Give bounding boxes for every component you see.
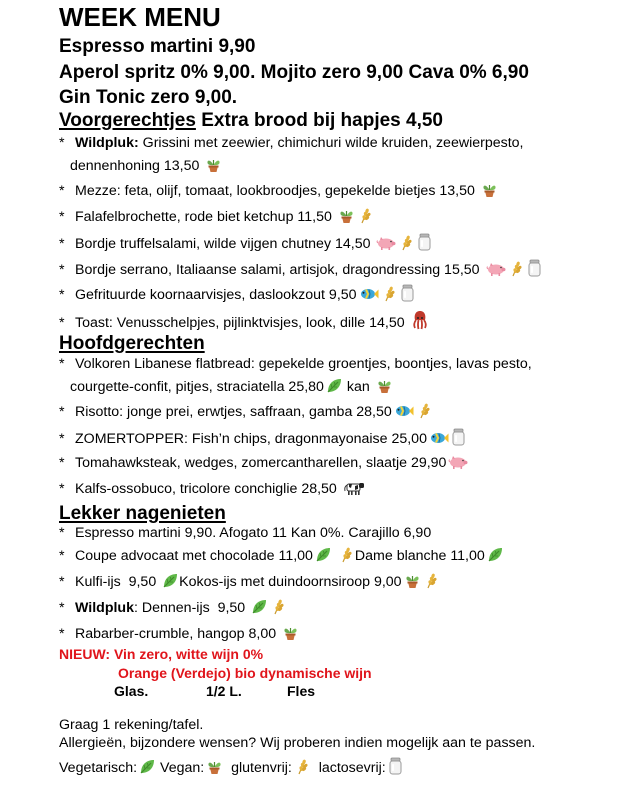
wheat-icon [294, 758, 311, 779]
extra-brood-note: Extra brood bij hapjes 4,50 [195, 110, 443, 131]
leaf-icon [162, 572, 179, 594]
item-text: Volkoren Libanese flatbread: gepekelde groentjes, boontjes, lavas pesto, [75, 356, 532, 372]
section-heading: Voorgerechtjes [59, 110, 196, 131]
footer-one-bill: Graag 1 rekening/tafel. [59, 717, 204, 733]
drink-line-1: Espresso martini 9,90 [59, 36, 256, 57]
list-item: * Rabarber-crumble, hangop 8,00 [59, 624, 299, 646]
wine-half-liter-label: 1/2 L. [206, 683, 242, 699]
jar-icon [451, 428, 466, 451]
item-text: ZOMERTOPPER: Fish’n chips, dragonmayonaise 25,00 [75, 431, 427, 447]
list-item: * Bordje serrano, Italiaanse salami, artisjok, dragondressing 15,50 [59, 259, 542, 282]
item-text: Kalfs-ossobuco, tricolore conchiglie 28,50 [75, 481, 341, 497]
leaf-icon [487, 546, 504, 568]
section-nagenieten [59, 503, 226, 525]
item-text: Mezze: feta, olijf, tomaat, lookbroodjes, gepekelde bietjes 13,50 [75, 183, 475, 199]
vegan-icon [481, 181, 498, 203]
item-text: courgette-confit, pitjes, straciatella 25,80 [70, 379, 324, 395]
section-heading: Lekker nagenieten [59, 503, 226, 524]
item-text: Risotto: jonge prei, erwtjes, saffraan, gamba 28,50 [75, 404, 392, 420]
list-item: * Kalfs-ossobuco, tricolore conchiglie 28,50 [59, 480, 365, 501]
list-item: * Falafelbrochette, rode biet ketchup 11,50 [59, 207, 374, 229]
leaf-icon [251, 598, 268, 620]
menu-title: WEEK MENU [59, 2, 221, 32]
item-text: Kulfi-ijs 9,50 [75, 574, 161, 590]
pig-icon [486, 261, 506, 282]
item-text: Rabarber-crumble, hangop 8,00 [75, 626, 281, 642]
item-text: Bordje truffelsalami, wilde vijgen chutney 14,50 [75, 236, 371, 252]
list-item: * Mezze: feta, olijf, tomaat, lookbroodjes, gepekelde bietjes 13,50 [59, 181, 498, 203]
item-text: Coupe advocaat met chocolade 11,00 [75, 548, 313, 564]
vegan-icon [404, 572, 421, 594]
item-bold-label: Wildpluk: [75, 135, 139, 151]
wheat-icon [423, 572, 440, 594]
item-text: Espresso martini 9,90. Afogato 11 Kan 0%. Carajillo 6,90 [75, 525, 432, 541]
list-item: * Bordje truffelsalami, wilde vijgen chutney 14,50 [59, 233, 432, 256]
section-hoofdgerechten [59, 333, 205, 355]
list-item: * ZOMERTOPPER: Fish’n chips, dragonmayonaise 25,00 [59, 428, 466, 451]
footer-allergies: Allergieën, bijzondere wensen? Wij proberen indien mogelijk aan te passen. [59, 735, 536, 751]
legend-label: Vegetarisch: [59, 760, 138, 776]
wheat-icon [398, 234, 415, 256]
item-text: Gefrituurde koornaarvisjes, daslookzout 9,50 [75, 287, 357, 303]
list-item: * Volkoren Libanese flatbread: gepekelde groentjes, boontjes, lavas pesto, courgette-confit, pitjes, straciatella 25,80 kan [59, 355, 532, 399]
leaf-icon [326, 377, 343, 399]
item-text: : Dennen-ijs 9,50 [133, 600, 250, 616]
cow-icon [343, 480, 365, 501]
leaf-icon [315, 546, 332, 568]
legend-label: lactosevrij: [310, 760, 386, 776]
vegan-icon [206, 758, 223, 779]
list-item: * Tomahawksteak, wedges, zomercantharellen, slaatje 29,90 [59, 454, 468, 475]
list-item: * Gefrituurde koornaarvisjes, daslookzout 9,50 [59, 284, 415, 307]
drink-line-3: Gin Tonic zero 9,00. [59, 87, 238, 108]
list-item: * Risotto: jonge prei, erwtjes, saffraan, gamba 28,50 [59, 402, 433, 424]
orange-wine-line: Orange (Verdejo) bio dynamische wijn [118, 665, 372, 681]
legend-label: glutenvrij: [223, 760, 292, 776]
jar-icon [388, 757, 403, 779]
vegan-icon [282, 624, 299, 646]
list-item: * Wildpluk: Grissini met zeewier, chimichuri wilde kruiden, zeewierpesto, dennenhoning 13,50 [59, 134, 524, 178]
section-heading: Hoofdgerechten [59, 333, 205, 354]
jar-icon [400, 284, 415, 307]
pig-icon [448, 454, 468, 475]
item-text: Bordje serrano, Italiaanse salami, artisjok, dragondressing 15,50 [75, 262, 480, 278]
item-text: Toast: Venusschelpjes, pijlinktvisjes, look, dille 14,50 [75, 315, 405, 331]
wheat-icon [270, 598, 287, 620]
leaf-icon [139, 758, 156, 779]
section-voorgerechtjes [59, 110, 443, 132]
wheat-icon [357, 207, 374, 229]
jar-icon [527, 259, 542, 282]
fish-icon [394, 403, 414, 424]
list-item: * Kulfi-ijs 9,50 Kokos-ijs met duindoornsiroop 9,00 [59, 572, 440, 594]
list-item: * Espresso martini 9,90. Afogato 11 Kan 0%. Carajillo 6,90 [59, 525, 432, 541]
item-text: dennenhoning 13,50 [70, 158, 200, 174]
item-text: Dame blanche 11,00 [354, 548, 485, 564]
item-text: Grissini met zeewier, chimichuri wilde kruiden, zeewierpesto, [138, 135, 524, 151]
item-text: Tomahawksteak, wedges, zomercantharellen, slaatje 29,90 [75, 455, 447, 471]
footer-legend [59, 757, 403, 779]
legend-label: Vegan: [156, 760, 205, 776]
item-text: kan [342, 379, 374, 395]
item-text: Falafelbrochette, rode biet ketchup 11,50 [75, 209, 332, 225]
item-bold-label: Wildpluk [75, 600, 134, 616]
nieuw-wine-line: NIEUW: Vin zero, witte wijn 0% [59, 646, 264, 662]
fish-icon [429, 430, 449, 451]
vegan-icon [205, 156, 222, 178]
list-item: * Toast: Venusschelpjes, pijlinktvisjes, look, dille 14,50 [59, 310, 429, 335]
wheat-icon [381, 285, 398, 307]
squid-icon [411, 310, 429, 335]
vegan-icon [338, 207, 355, 229]
list-item: * Wildpluk: Dennen-ijs 9,50 [59, 598, 287, 620]
wheat-icon [338, 546, 355, 568]
wheat-icon [416, 402, 433, 424]
jar-icon [417, 233, 432, 256]
wine-fles-label: Fles [287, 683, 316, 699]
drink-line-2: Aperol spritz 0% 9,00. Mojito zero 9,00 Cava 0% 6,90 [59, 62, 529, 83]
wheat-icon [508, 260, 525, 282]
pig-icon [376, 235, 396, 256]
list-item: * Coupe advocaat met chocolade 11,00 Dame blanche 11,00 [59, 546, 504, 568]
fish-icon [359, 286, 379, 307]
item-text: Kokos-ijs met duindoornsiroop 9,00 [179, 574, 402, 590]
wine-glas-label: Glas. [114, 683, 149, 699]
vegan-icon [376, 377, 393, 399]
